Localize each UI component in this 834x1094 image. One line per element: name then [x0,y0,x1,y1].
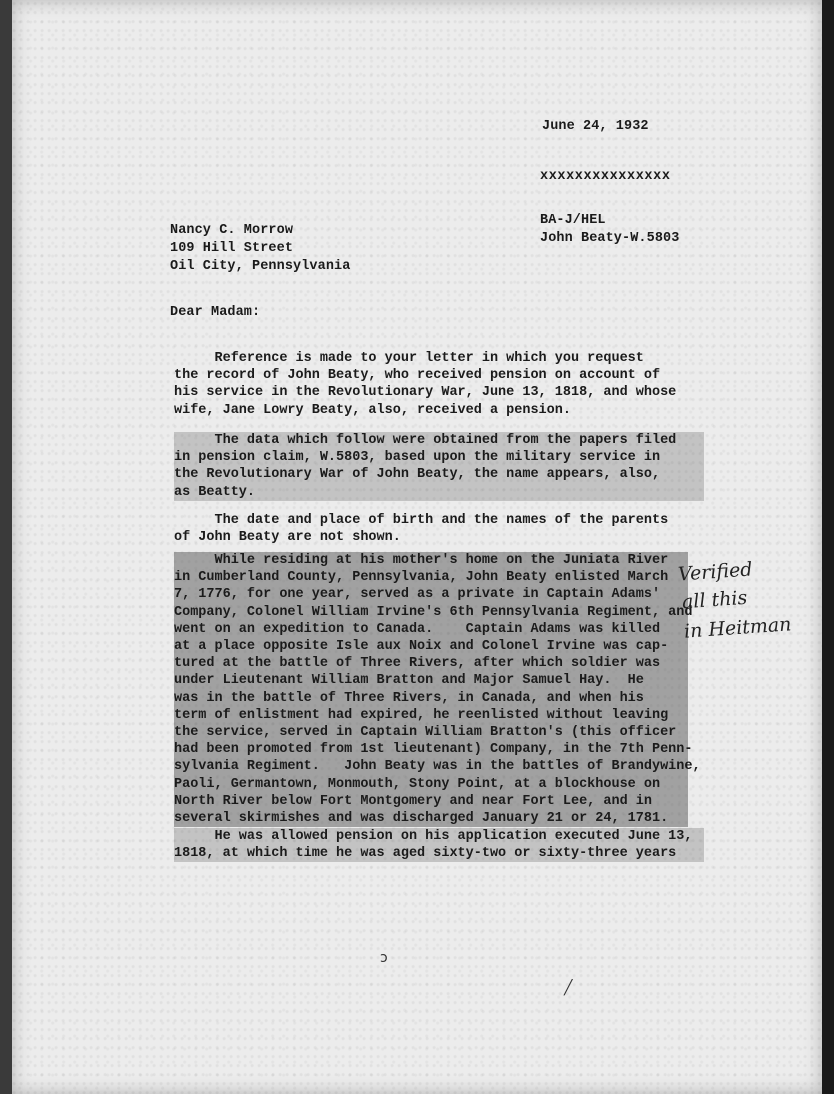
text-line: tured at the battle of Three Rivers, after which soldier was [174,656,661,672]
text-line: While residing at his mother's home on the Juniata River [174,553,669,568]
salutation: Dear Madam: [170,305,261,320]
text-line: North River below Fort Montgomery and near Fort Lee, and in [174,793,652,809]
letter-date: June 24, 1932 [542,119,649,134]
text-line: several skirmishes and was discharged January 21 or 24, 1781. [174,811,669,827]
stray-mark: ↄ [380,950,388,966]
letter-page [12,0,822,1094]
reference-code: BA-J/HEL [540,213,606,228]
text-line: as Beatty. [174,484,256,500]
text-line: 1818, at which time he was aged sixty-two or sixty-three years [174,846,677,862]
text-line: the record of John Beaty, who received pension on account of [174,368,661,384]
text-line: He was allowed pension on his application executed June 13, [174,829,693,844]
crossed-out-line: xxxxxxxxxxxxxxx [540,169,671,184]
reference-name: John Beaty-W.5803 [540,231,680,246]
handwritten-note-line: in Heitman [683,613,793,643]
stray-mark: ╱ [564,980,573,996]
recipient-city: Oil City, Pennsylvania [170,259,351,274]
text-line: Company, Colonel William Irvine's 6th Pennsylvania Regiment, and [174,604,693,620]
text-line: Reference is made to your letter in which you request [174,351,644,366]
text-line: had been promoted from 1st lieutenant) Company, in the 7th Penn- [174,742,693,758]
text-line: in Cumberland County, Pennsylvania, John Beaty enlisted March [174,570,669,586]
text-line: term of enlistment had expired, he reenlisted without leaving [174,707,669,723]
text-line: his service in the Revolutionary War, June 13, 1818, and whose [174,385,677,401]
text-line: the service, served in Captain William Bratton's (this officer [174,725,677,741]
text-line: sylvania Regiment. John Beaty was in the battles of Brandywine, [174,759,701,775]
handwritten-note-line: all this [681,586,748,614]
text-line: at a place opposite Isle aux Noix and Colonel Irvine was cap- [174,639,669,655]
text-line: The data which follow were obtained from the papers filed [174,433,677,448]
text-line: The date and place of birth and the names of the parents [174,513,669,528]
handwritten-note-line: Verified [677,558,754,586]
text-line: under Lieutenant William Bratton and Major Samuel Hay. He [174,673,644,689]
paragraph-birth [174,512,704,546]
paragraph-request [174,350,704,419]
text-line: wife, Jane Lowry Beaty, also, received a pension. [174,402,571,418]
text-line: went on an expedition to Canada. Captain Adams was killed [174,621,661,637]
text-line: in pension claim, W.5803, based upon the military service in [174,450,661,466]
text-line: of John Beaty are not shown. [174,530,401,546]
paragraph-service [174,552,701,827]
text-line: 7, 1776, for one year, served as a private in Captain Adams' [174,587,661,603]
scan-left-border [0,0,12,1094]
text-line: was in the battle of Three Rivers, in Canada, and when his [174,690,644,706]
text-line: Paoli, Germantown, Monmouth, Stony Point, at a blockhouse on [174,776,661,792]
recipient-name: Nancy C. Morrow [170,223,294,238]
text-line: the Revolutionary War of John Beaty, the name appears, also, [174,467,661,483]
recipient-street: 109 Hill Street [170,241,294,256]
paragraph-data-source [174,432,704,501]
paragraph-pension [174,828,704,862]
scan-right-border [822,0,834,1094]
